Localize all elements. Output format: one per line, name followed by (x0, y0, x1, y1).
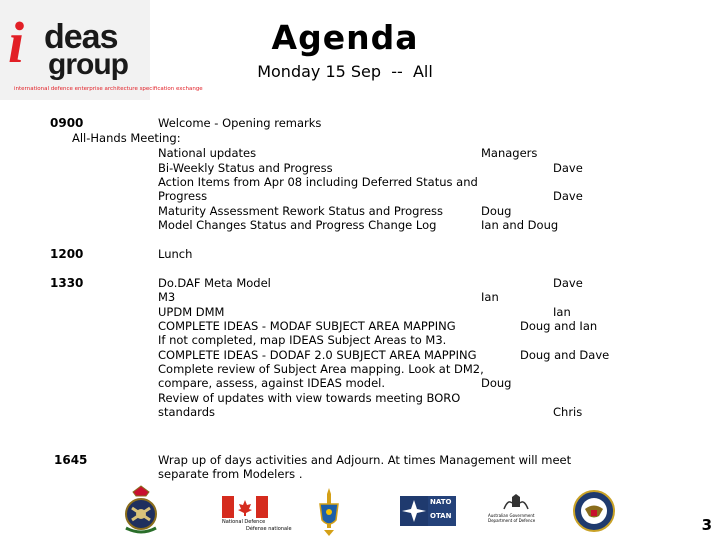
presenter-boro-review: Chris (553, 405, 583, 419)
presenter-complete-review: Doug (481, 376, 512, 390)
presenter-model-changes: Ian and Doug (481, 218, 559, 232)
presenter-dodaf2-mapping: Doug and Dave (520, 348, 610, 362)
canada-defence-fr: Défense nationale (246, 526, 292, 532)
agenda-item-updm: UPDM DMM (158, 305, 225, 319)
presenter-maturity: Doug (481, 204, 512, 218)
agenda-item-action-items: Action Items from Apr 08 including Deferred Status and (158, 175, 478, 189)
time-1200: 1200 (50, 247, 84, 261)
presenter-updm: Ian (553, 305, 571, 319)
agenda-item-lunch: Lunch (158, 247, 193, 261)
agenda-item-welcome: Welcome - Opening remarks (158, 116, 322, 130)
otan-label: OTAN (430, 512, 452, 520)
agenda-item-dodaf2-mapping: COMPLETE IDEAS - DODAF 2.0 SUBJECT AREA MAPPING (158, 348, 477, 362)
time-1330: 1330 (50, 276, 84, 290)
presenter-action-items: Dave (553, 189, 583, 203)
presenter-dodaf: Dave (553, 276, 583, 290)
agenda-item-wrap-up-cont: separate from Modelers . (158, 467, 303, 481)
logo-deas-text: deas (44, 18, 118, 56)
logo-i-letter: i (8, 10, 25, 75)
ideas-group-logo (0, 0, 203, 100)
agenda-item-all-hands: All-Hands Meeting: (72, 131, 181, 145)
nato-label: NATO (430, 498, 452, 506)
logo-group-text: group (48, 48, 128, 81)
logo-tagline: international defence enterprise architecture specification exchange (14, 86, 203, 92)
agenda-item-wrap-up: Wrap up of days activities and Adjourn. At times Management will meet (158, 453, 572, 467)
uk-mod-crest-icon (118, 484, 164, 538)
agenda-item-boro-review-cont: standards (158, 405, 216, 419)
australia-coat-of-arms-icon (500, 493, 532, 513)
agenda-item-dodaf: Do.DAF Meta Model (158, 276, 271, 290)
agenda-item-modaf-mapping: COMPLETE IDEAS - MODAF SUBJECT AREA MAPPING (158, 319, 456, 333)
page-title: Agenda (271, 18, 419, 57)
us-dod-seal-icon (573, 490, 615, 532)
presenter-m3: Ian (481, 290, 499, 304)
agenda-item-biweekly: Bi-Weekly Status and Progress (158, 161, 333, 175)
presenter-national-updates: Managers (481, 146, 538, 160)
agenda-item-boro-review: Review of updates with view towards meeting BORO (158, 391, 461, 405)
swedish-crest-icon (316, 486, 342, 538)
canada-defence-en: National Defence (222, 519, 266, 525)
page-number: 3 (701, 516, 712, 534)
australia-defence-label: Australian Government Department of Defence (488, 513, 536, 523)
presenter-modaf-mapping: Doug and Ian (520, 319, 598, 333)
agenda-item-m3: M3 (158, 290, 176, 304)
agenda-item-complete-review: Complete review of Subject Area mapping. Look at DM2, (158, 362, 484, 376)
time-1645: 1645 (54, 453, 88, 467)
presenter-biweekly: Dave (553, 161, 583, 175)
page-subtitle: Monday 15 Sep -- All (257, 62, 433, 81)
time-0900: 0900 (50, 116, 84, 130)
agenda-item-model-changes: Model Changes Status and Progress Change Log (158, 218, 437, 232)
agenda-item-not-completed: If not completed, map IDEAS Subject Areas to M3. (158, 333, 447, 347)
agenda-item-action-items-cont: Progress (158, 189, 208, 203)
agenda-item-national-updates: National updates (158, 146, 257, 160)
agenda-item-maturity: Maturity Assessment Rework Status and Progress (158, 204, 444, 218)
agenda-item-complete-review-cont: compare, assess, against IDEAS model. (158, 376, 386, 390)
